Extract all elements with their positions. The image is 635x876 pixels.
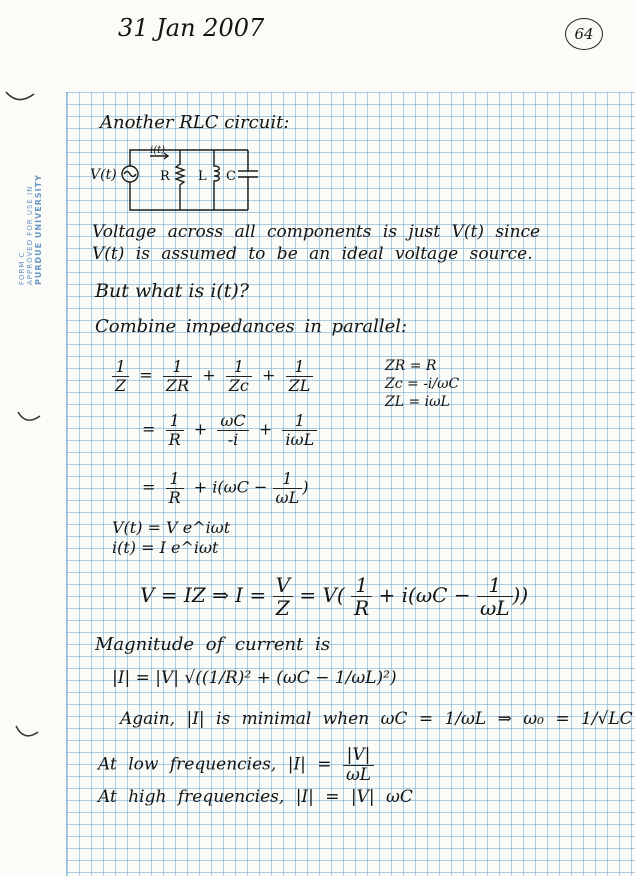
equation-2: = $\frac{1}{R}$ + $\frac{\omega C}{-i}$ + $\frac{1}{\text{iωL}}$ [142,412,317,448]
page-date: 31 Jan 2007 [118,14,265,42]
rlc-circuit-diagram [88,140,263,218]
high-frequency-text: At high frequencies, |I| = |V| ωC [98,787,413,807]
low-frequency-text: At low frequencies, |I| = $\frac{|V|}{\omega L}$ [98,746,374,784]
magnitude-equation: |I| = |V| √((1/R)² + (ωC − 1/ωL)²) [112,668,397,688]
magnitude-text: Magnitude of current is [95,634,331,655]
side-form-label: FORM C APPROVED FOR USE IN PURDUE UNIVERSITY [18,174,43,285]
impedance-zl: ZL = iωL [385,394,450,410]
voltage-text-2: V(t) is assumed to be an ideal voltage source. [92,244,533,264]
combine-text: Combine impedances in parallel: [95,316,408,337]
impedance-zr: ZR = R [385,358,437,374]
current-expression: i(t) = I e^iωt [112,538,219,557]
minimal-current-text: Again, |I| is minimal when ωC = 1/ωL ⇒ ω₀ = 1/√LC [120,709,633,729]
circuit-current-label: i(t) [150,145,166,156]
circuit-r-label: R [160,169,170,184]
equation-3: = $\frac{1}{R}$ + i(ωC − $\frac{1}{\omega L}$ ) [142,469,309,507]
voltage-expression: V(t) = V e^iωt [112,518,231,537]
ohms-law-equation: V = IZ ⇒ I = $\frac{V}{Z}$ = V( $\frac{1}{R}$ + i(ωC − $\frac{1}{\omega L}$ )) [140,573,529,620]
question-text: But what is i(t)? [95,280,249,302]
circuit-c-label: C [226,169,236,184]
page-number: 64 [565,18,603,50]
circuit-source-label: V(t) [90,167,117,183]
note-title: Another RLC circuit: [100,112,290,133]
punch-marks [0,0,60,876]
circuit-l-label: L [198,169,207,184]
impedance-zc: Zc = -i/ωC [385,376,460,392]
voltage-text-1: Voltage across all components is just V(t) since [92,222,541,242]
equation-1: $\frac{1}{Z}$ = $\frac{1}{ZR}$ + $\frac{1}{Zc}$ + $\frac{1}{ZL}$ [112,358,313,394]
